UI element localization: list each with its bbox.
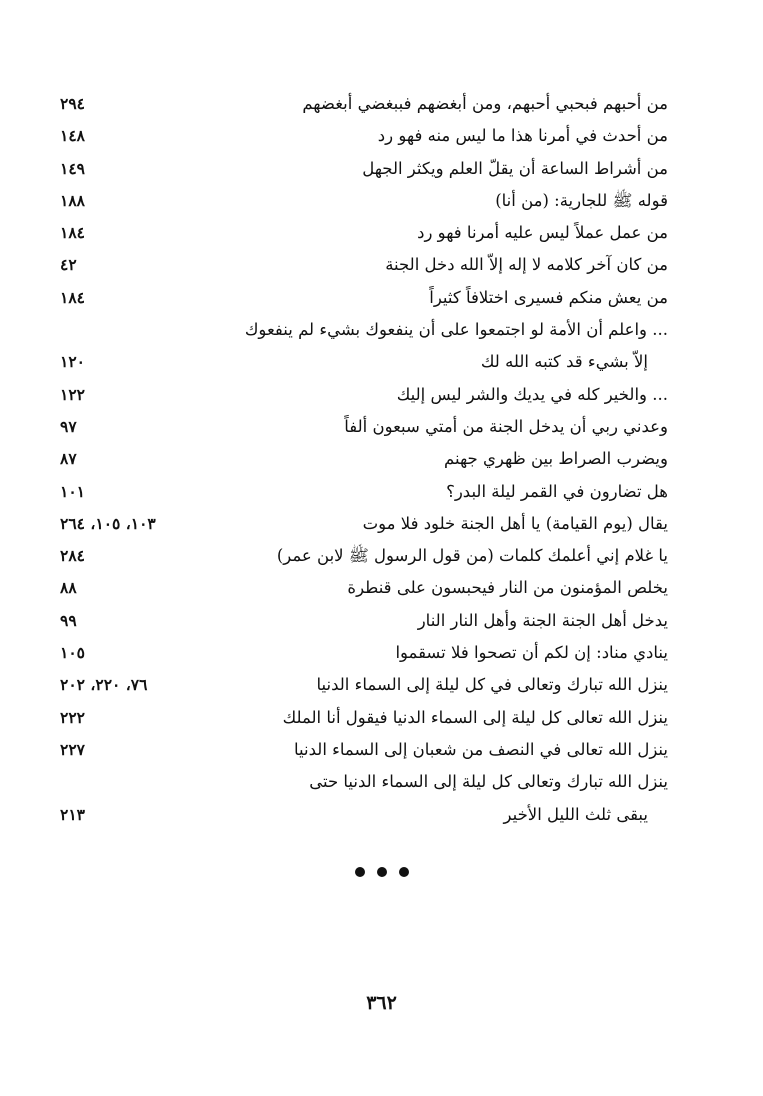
- index-entry: [60, 249, 668, 281]
- entry-text: من يعش منكم فسيرى اختلافاً كثيراً: [429, 287, 668, 307]
- entry-pages: ١٢٠: [60, 352, 85, 372]
- entry-text: من كان آخر كلامه لا إله إلاّ الله دخل الجنة: [385, 255, 668, 275]
- entry-text: هل تضارون في القمر ليلة البدر؟: [446, 481, 668, 501]
- entry-pages: ١٨٨: [60, 190, 85, 210]
- index-entry: [60, 734, 668, 766]
- entry-pages: ٢٩٤: [60, 94, 85, 113]
- ornament-dot: [355, 867, 365, 877]
- entry-text: ويضرب الصراط بين ظهري جهنم: [443, 449, 668, 469]
- index-entry: [60, 605, 668, 637]
- entry-pages: ١٨٤: [60, 223, 85, 243]
- entry-pages: ٩٩: [60, 610, 77, 630]
- page-number: ٣٦٢: [366, 992, 397, 1014]
- entry-text: ينزل الله تعالى في النصف من شعبان إلى السماء الدنيا: [294, 739, 668, 759]
- entry-pages: ٢٢٢: [60, 707, 85, 727]
- index-entry: [60, 282, 668, 314]
- entry-pages: ١٢٢: [60, 384, 85, 404]
- entry-pages: ٩٧: [60, 416, 77, 436]
- index-entry: [60, 411, 668, 443]
- index-entry: [60, 540, 668, 572]
- index-entry-continuation: [60, 346, 668, 378]
- entry-text: ينزل الله تعالى كل ليلة إلى السماء الدنيا فيقول أنا الملك: [282, 707, 668, 727]
- entry-pages: ٢٢٧: [60, 739, 85, 759]
- entry-pages: ١٠٥: [60, 643, 85, 663]
- entry-text: ينزل الله تبارك وتعالى كل ليلة إلى السماء الدنيا حتى: [309, 772, 668, 792]
- index-entry: [60, 637, 668, 669]
- entry-pages: ٧٦، ٢٢٠، ٢٠٢: [60, 675, 148, 695]
- index-entry: [60, 379, 668, 411]
- index-entry: [60, 120, 668, 152]
- entry-text: ... والخير كله في يديك والشر ليس إليك: [396, 384, 668, 404]
- index-entry: [60, 669, 668, 701]
- ornament-dot: [399, 867, 409, 877]
- entry-pages: ١٠٣، ١٠٥، ٢٦٤: [60, 513, 156, 533]
- index-entry: [60, 572, 668, 604]
- entry-pages: ٨٧: [60, 449, 77, 469]
- index-entry: [60, 185, 668, 217]
- index-entry: [60, 314, 668, 346]
- index-entry: [60, 702, 668, 734]
- entry-pages: ١٤٩: [60, 158, 85, 178]
- entry-pages: ٨٨: [60, 578, 77, 598]
- section-end-ornament: [0, 862, 763, 881]
- entry-text: وعدني ربي أن يدخل الجنة من أمتي سبعون ألفاً: [344, 416, 668, 436]
- entry-text: ينزل الله تبارك وتعالى في كل ليلة إلى السماء الدنيا: [316, 675, 668, 695]
- entry-pages: ١٠١: [60, 481, 85, 501]
- entry-text: يا غلام إني أعلمك كلمات (من قول الرسول ﷺ لابن عمر): [276, 546, 668, 566]
- index-entry: [60, 443, 668, 475]
- entry-text: من أحدث في أمرنا هذا ما ليس منه فهو رد: [377, 126, 668, 146]
- entry-text: من أشراط الساعة أن يقلّ العلم ويكثر الجهل: [362, 158, 668, 178]
- entry-text: من أحبهم فبحبي أحبهم، ومن أبغضهم فببغضي أبغضهم: [302, 94, 668, 113]
- index-entry: [60, 476, 668, 508]
- entry-text: يخلص المؤمنون من النار فيحبسون على قنطرة: [347, 578, 668, 598]
- entry-pages: ٢١٣: [60, 804, 85, 824]
- entry-text: إلاّ بشيء قد كتبه الله لك: [480, 352, 648, 372]
- entry-text: يدخل أهل الجنة الجنة وأهل النار النار: [417, 610, 668, 630]
- entry-pages: ٤٢: [60, 255, 77, 275]
- entry-text: من عمل عملاً ليس عليه أمرنا فهو رد: [417, 223, 668, 243]
- entry-pages: ٢٨٤: [60, 546, 85, 566]
- index-entry: [60, 508, 668, 540]
- index-entry: [60, 153, 668, 185]
- entry-text: يقال (يوم القيامة) يا أهل الجنة خلود فلا موت: [362, 513, 668, 533]
- index-entry: [60, 88, 668, 120]
- index-entry-continuation: [60, 799, 668, 831]
- index-entry: [60, 766, 668, 798]
- hadith-index-list: [60, 88, 668, 831]
- entry-pages: ١٤٨: [60, 126, 85, 146]
- index-entry: [60, 217, 668, 249]
- entry-pages: ١٨٤: [60, 287, 85, 307]
- ornament-dot: [377, 867, 387, 877]
- entry-text: قوله ﷺ للجارية: (من أنا): [495, 190, 668, 210]
- entry-text: يبقى ثلث الليل الأخير: [503, 804, 648, 824]
- entry-text: ينادي مناد: إن لكم أن تصحوا فلا تسقموا: [395, 643, 668, 663]
- entry-text: ... واعلم أن الأمة لو اجتمعوا على أن ينفعوك بشيء لم ينفعوك: [244, 320, 668, 340]
